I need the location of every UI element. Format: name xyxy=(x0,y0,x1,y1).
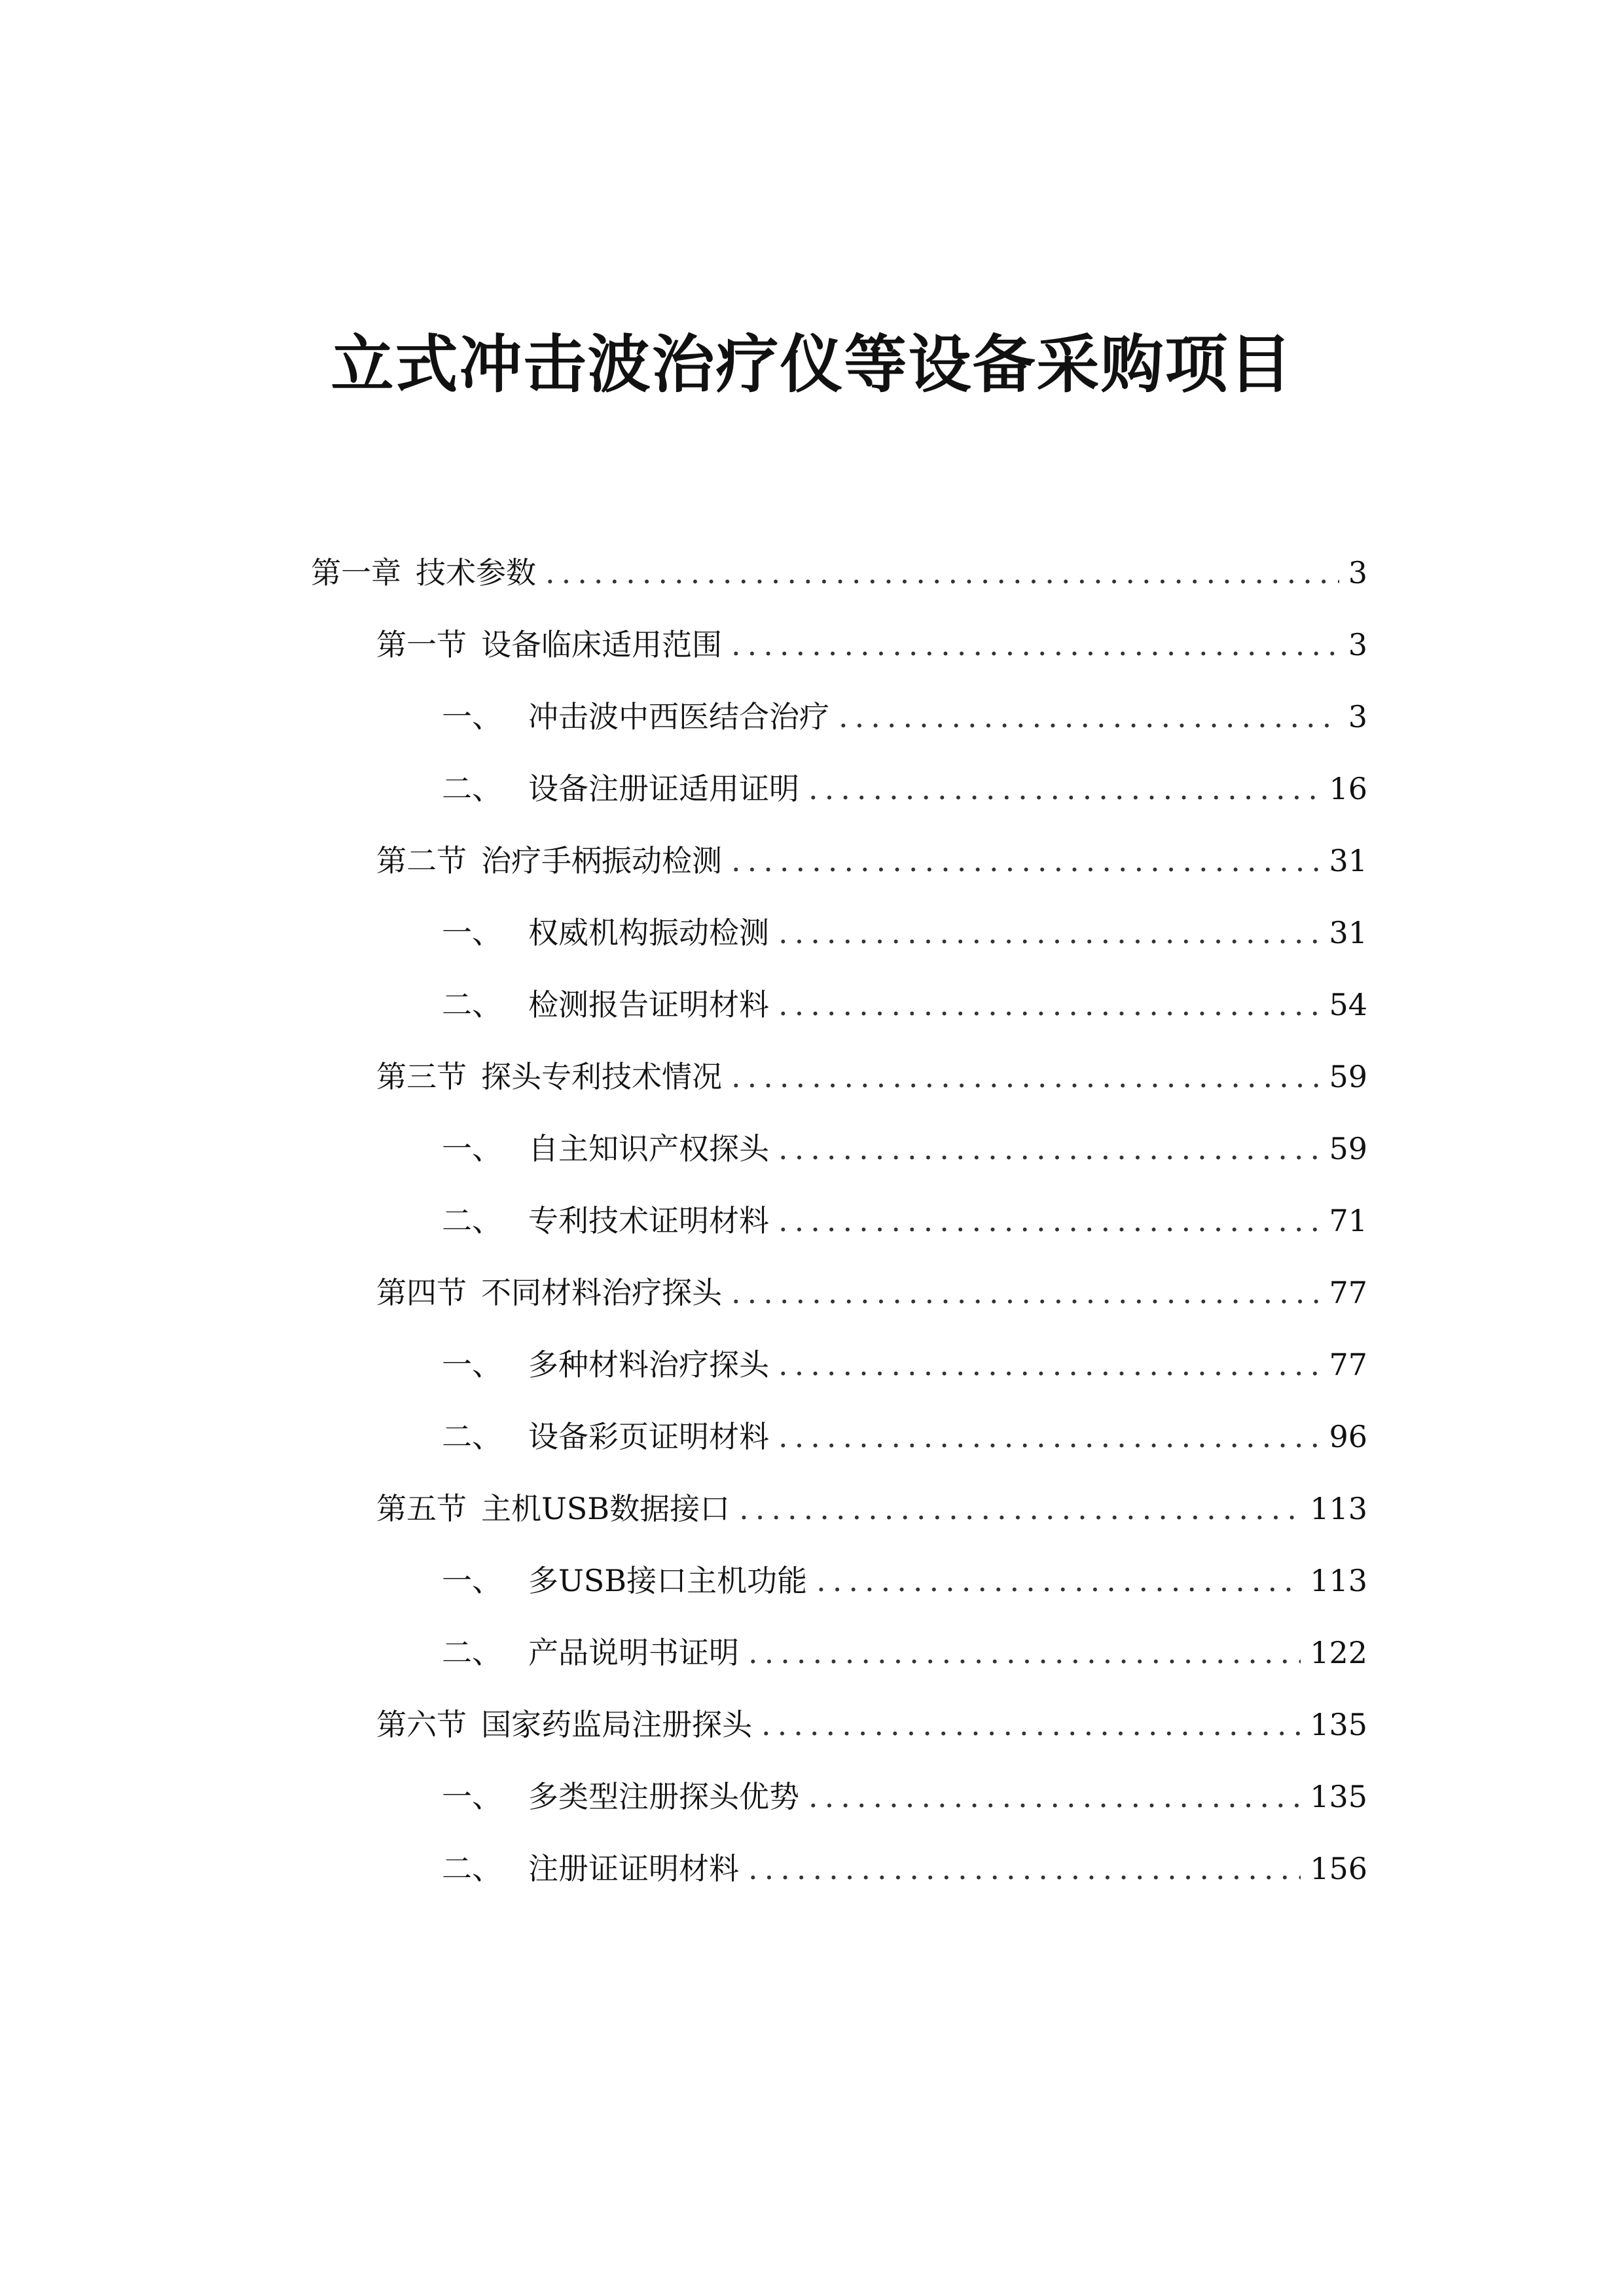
toc-number: 一、 xyxy=(442,1131,502,1166)
toc-leader xyxy=(731,1054,1320,1100)
toc-page-number: 3 xyxy=(1348,627,1367,662)
toc-page-number: 3 xyxy=(1348,555,1367,590)
toc-entry[interactable] xyxy=(442,1774,1367,1820)
toc-page-number: 3 xyxy=(1348,699,1367,734)
toc-number: 二、 xyxy=(442,1203,502,1238)
toc-page-number: 122 xyxy=(1310,1635,1367,1670)
toc-title: 自主知识产权探头 xyxy=(528,1131,769,1166)
toc-page-number: 59 xyxy=(1329,1059,1367,1094)
toc-leader xyxy=(778,982,1320,1028)
toc-entry[interactable] xyxy=(311,550,1367,596)
toc-title: 技术参数 xyxy=(416,555,536,590)
toc-entry[interactable] xyxy=(376,838,1367,884)
toc-leader xyxy=(748,1846,1301,1892)
toc-number: 二、 xyxy=(442,1851,502,1886)
toc-entry[interactable] xyxy=(442,1558,1367,1604)
toc-leader xyxy=(778,910,1320,956)
toc-title: 冲击波中西医结合治疗 xyxy=(528,699,829,734)
toc-entry[interactable] xyxy=(376,1486,1367,1532)
toc-number: 第六节 xyxy=(376,1707,467,1742)
toc-title: 检测报告证明材料 xyxy=(528,987,769,1022)
toc-entry[interactable] xyxy=(442,982,1367,1028)
toc-entry[interactable] xyxy=(376,622,1367,668)
toc-leader xyxy=(839,694,1339,740)
toc-title: 产品说明书证明 xyxy=(528,1635,739,1670)
toc-entry[interactable] xyxy=(442,694,1367,740)
toc-leader xyxy=(739,1486,1301,1532)
toc-page-number: 113 xyxy=(1310,1563,1367,1598)
toc-page-number: 156 xyxy=(1310,1851,1367,1886)
toc-title: 探头专利技术情况 xyxy=(481,1059,722,1094)
toc-number: 一、 xyxy=(442,699,502,734)
toc-page-number: 96 xyxy=(1329,1419,1367,1454)
toc-entry[interactable] xyxy=(376,1054,1367,1100)
toc-entry[interactable] xyxy=(442,766,1367,812)
toc-number: 二、 xyxy=(442,771,502,806)
toc-number: 二、 xyxy=(442,1635,502,1670)
toc-leader xyxy=(731,622,1339,668)
toc-page-number: 77 xyxy=(1329,1275,1367,1310)
toc-title: 不同材料治疗探头 xyxy=(481,1275,722,1310)
toc-page-number: 113 xyxy=(1310,1491,1367,1526)
toc-number: 第五节 xyxy=(376,1491,467,1526)
toc-leader xyxy=(778,1342,1320,1388)
toc-entry[interactable] xyxy=(442,1198,1367,1244)
toc-page-number: 54 xyxy=(1329,987,1367,1022)
toc-title: 多类型注册探头优势 xyxy=(528,1779,799,1814)
toc-title: 多种材料治疗探头 xyxy=(528,1347,769,1382)
toc-page-number: 31 xyxy=(1329,915,1367,950)
toc-title: 设备注册证适用证明 xyxy=(528,771,799,806)
toc-leader xyxy=(731,838,1320,884)
toc-entry[interactable] xyxy=(442,1846,1367,1892)
toc-number: 一、 xyxy=(442,1779,502,1814)
toc-number: 一、 xyxy=(442,1563,502,1598)
toc-number: 二、 xyxy=(442,1419,502,1454)
toc-title: 主机USB数据接口 xyxy=(481,1491,731,1526)
toc-page-number: 31 xyxy=(1329,843,1367,878)
toc-number: 一、 xyxy=(442,1347,502,1382)
toc-page-number: 135 xyxy=(1310,1779,1367,1814)
toc-entry[interactable] xyxy=(442,1414,1367,1460)
toc-leader xyxy=(545,550,1339,596)
toc-number: 第三节 xyxy=(376,1059,467,1094)
toc-entry[interactable] xyxy=(376,1270,1367,1316)
toc-title: 国家药监局注册探头 xyxy=(481,1707,752,1742)
toc-leader xyxy=(778,1198,1320,1244)
toc-title: 权威机构振动检测 xyxy=(528,915,769,950)
toc-number: 第一章 xyxy=(311,555,401,590)
toc-page-number: 59 xyxy=(1329,1131,1367,1166)
toc-leader xyxy=(808,766,1320,812)
toc-entry[interactable] xyxy=(442,1126,1367,1172)
toc-number: 第二节 xyxy=(376,843,467,878)
toc-title: 注册证证明材料 xyxy=(528,1851,739,1886)
toc-page-number: 77 xyxy=(1329,1347,1367,1382)
toc-entry[interactable] xyxy=(442,1630,1367,1676)
toc-number: 第四节 xyxy=(376,1275,467,1310)
toc-leader xyxy=(816,1558,1301,1604)
toc-leader xyxy=(748,1630,1301,1676)
toc-title: 治疗手柄振动检测 xyxy=(481,843,722,878)
toc-number: 第一节 xyxy=(376,627,467,662)
toc-title: 多USB接口主机功能 xyxy=(528,1563,808,1598)
toc-page-number: 135 xyxy=(1310,1707,1367,1742)
toc-entry[interactable] xyxy=(442,910,1367,956)
toc-leader xyxy=(731,1270,1320,1316)
toc-page-number: 71 xyxy=(1329,1203,1367,1238)
toc-title: 设备临床适用范围 xyxy=(481,627,722,662)
toc-leader xyxy=(808,1774,1301,1820)
toc-entry[interactable] xyxy=(376,1702,1367,1748)
toc-title: 专利技术证明材料 xyxy=(528,1203,769,1238)
toc-leader xyxy=(761,1702,1301,1748)
toc-number: 一、 xyxy=(442,915,502,950)
toc-leader xyxy=(778,1414,1320,1460)
toc-page-number: 16 xyxy=(1329,771,1367,806)
toc-title: 设备彩页证明材料 xyxy=(528,1419,769,1454)
toc-entry[interactable] xyxy=(442,1342,1367,1388)
page-title: 立式冲击波治疗仪等设备采购项目 xyxy=(331,328,1293,401)
toc-leader xyxy=(778,1126,1320,1172)
toc-number: 二、 xyxy=(442,987,502,1022)
